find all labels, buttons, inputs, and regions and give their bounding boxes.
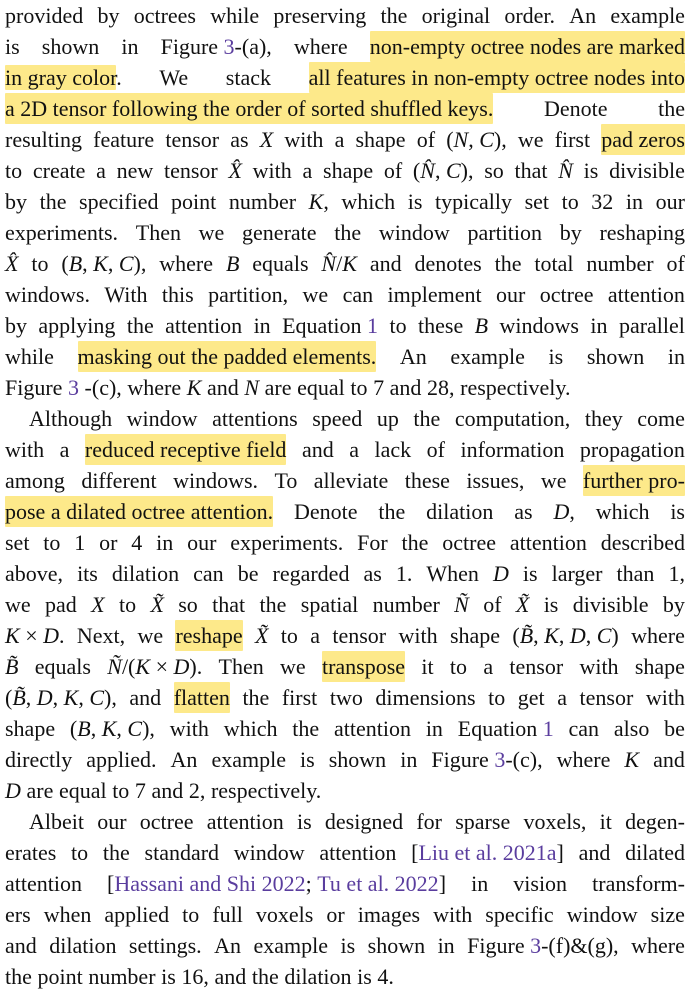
p2-line-4: pose a dilated octree attention. Denote the dilation as D, which is [5,496,685,527]
highlight-flatten: flatten [174,682,230,713]
p3-line-5: and dilation settings. An example is shown in Figure 3-(f)&(g), where [5,933,685,958]
figure-3-link[interactable]: 3 [530,933,542,958]
highlight-pad-zeros: pad zeros [601,124,685,155]
citation-tu-2022[interactable]: Tu et al. 2022 [317,871,439,896]
p3-line-3: attention [Hassani and Shi 2022; Tu et al. 2022] in vision transform- [5,871,685,896]
p3-line-4: ers when applied to full voxels or images with specific window size [5,902,685,927]
p1-line-5: resulting feature tensor as X with a shape of (N, C), we first pad zeros [5,124,685,155]
figure-3-link[interactable]: 3 [494,747,506,772]
p2-line-8: K × D. Next, we reshape X̃ to a tensor with shape (B̃, K, D, C) where [5,620,685,651]
p1-line-13: Figure 3 -(c), where K and N are equal to 7 and 28, respectively. [5,375,571,400]
p2-line-5: set to 1 or 4 in our experiments. For the octree attention described [5,530,685,555]
highlight-transpose: transpose [322,651,405,682]
p1-line-2: is shown in Figure 3-(a), where non-empty octree nodes are marked [5,31,685,62]
p1-line-1: provided by octrees while preserving the original order. An example [5,3,685,28]
citation-hassani-shi-2022[interactable]: Hassani and Shi 2022 [114,871,306,896]
p2-line-10: (B̃, D, K, C), and flatten the first two dimensions to get a tensor with [5,682,685,713]
p2-line-13: D are equal to 7 and 2, respectively. [5,778,322,803]
p2-line-6: above, its dilation can be regarded as 1. When D is larger than 1, [5,561,685,586]
p1-line-4: a 2D tensor following the order of sorted shuffled keys. Denote the [5,93,685,124]
highlight-reshape: reshape [175,620,242,651]
highlight-further-pro: further pro- [583,465,685,496]
figure-3-link[interactable]: 3 [223,34,235,59]
p3-line-6: the point number is 16, and the dilation is 4. [5,964,394,989]
highlight-all-features: all features in non-empty octree nodes into [309,62,685,93]
citation-liu-2021a[interactable]: Liu et al. 2021a [418,840,557,865]
p2-line-7: we pad X to X̃ so that the spatial number Ñ of X̃ is divisible by [5,592,685,617]
p2-line-9: B̃ equals Ñ/(K × D). Then we transpose it to a tensor with shape [5,651,685,682]
highlight-2d-tensor: a 2D tensor following the order of sorted shuffled keys. [5,93,493,124]
p2-line-11: shape (B, K, C), with which the attention in Equation 1 can also be [5,716,685,741]
p1-line-3: in gray color. We stack all features in non-empty octree nodes into [5,62,685,93]
highlight-receptive-field: reduced receptive field [85,434,287,465]
p3-line-1: Albeit our octree attention is designed for sparse voxels, it degen- [29,809,685,834]
p1-line-6: to create a new tensor X̂ with a shape of (N̂, C), so that N̂ is divisible [5,158,685,183]
p1-line-12: while masking out the padded elements. An example is shown in [5,341,685,372]
p1-line-11: by applying the attention in Equation 1 to these B windows in parallel [5,313,685,338]
equation-1-link[interactable]: 1 [367,313,379,338]
p1-line-7: by the specified point number K, which is typically set to 32 in our [5,189,685,214]
figure-3-link[interactable]: 3 [67,375,79,400]
highlight-dilated-attention: pose a dilated octree attention. [5,496,273,527]
equation-1-link[interactable]: 1 [542,716,554,741]
p3-line-2: erates to the standard window attention [Liu et al. 2021a] and dilated [5,840,685,865]
highlight-nonempty-nodes: non-empty octree nodes are marked [370,31,685,62]
p2-line-3: among different windows. To alleviate these issues, we further pro- [5,465,685,496]
p1-line-8: experiments. Then we generate the window partition by reshaping [5,220,685,245]
p2-line-12: directly applied. An example is shown in Figure 3-(c), where K and [5,747,685,772]
highlight-gray-color: in gray color [5,65,117,90]
highlight-masking: masking out the padded elements. [78,341,377,372]
p2-line-1: Although window attentions speed up the computation, they come [29,406,685,431]
p1-line-9: X̂ to (B, K, C), where B equals N̂/K and denotes the total number of [5,251,685,276]
p1-line-10: windows. With this partition, we can implement our octree attention [5,282,685,307]
p2-line-2: with a reduced receptive field and a lack of information propagation [5,434,685,465]
